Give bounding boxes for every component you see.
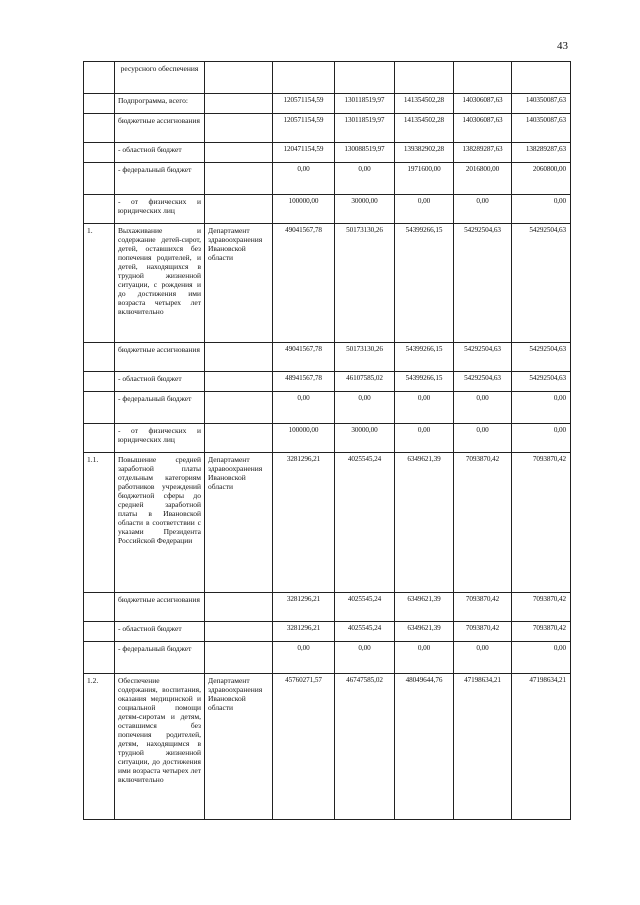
row-index-cell [84, 593, 115, 622]
row-name-cell: Выхаживание и содержание детей-сирот, детей, оставшихся без попечения родителей, и детей, находящихся в трудной жизненной ситуации, с рождения и до достижения ими возраста четырех лет включительно [115, 224, 205, 343]
amount-cell-year-4: 2016800,00 [454, 163, 512, 195]
row-executor-cell [205, 622, 273, 642]
table-row [84, 343, 571, 372]
amount-cell-year-1: 3281296,21 [273, 622, 335, 642]
row-index-cell [84, 195, 115, 224]
row-executor-cell [205, 195, 273, 224]
amount-cell-year-3: 54399266,15 [395, 372, 454, 392]
amount-cell-year-2: 50173130,26 [335, 343, 395, 372]
row-name-cell: ресурсного обеспечения [115, 62, 205, 94]
amount-cell-year-5: 47198634,21 [512, 674, 571, 820]
row-index-cell [84, 392, 115, 424]
amount-cell-year-3: 139382902,28 [395, 143, 454, 163]
row-name-cell: Подпрограмма, всего: [115, 94, 205, 114]
table-row [84, 143, 571, 163]
amount-cell-year-5: 7093870,42 [512, 453, 571, 593]
table-row [84, 163, 571, 195]
row-name-cell: - областной бюджет [115, 622, 205, 642]
table-row [84, 593, 571, 622]
row-name-cell: бюджетные ассигнования [115, 114, 205, 143]
amount-cell-year-4: 0,00 [454, 424, 512, 453]
amount-cell-year-2: 4025545,24 [335, 453, 395, 593]
row-index-cell: 1.1. [84, 453, 115, 593]
amount-cell-year-5 [512, 62, 571, 94]
amount-cell-year-1: 3281296,21 [273, 593, 335, 622]
amount-cell-year-2: 4025545,24 [335, 593, 395, 622]
row-index-cell: 1. [84, 224, 115, 343]
row-index-cell [84, 642, 115, 674]
amount-cell-year-3: 6349621,39 [395, 622, 454, 642]
row-executor-cell [205, 392, 273, 424]
table-row [84, 62, 571, 94]
amount-cell-year-1: 3281296,21 [273, 453, 335, 593]
row-index-cell [84, 114, 115, 143]
row-name-cell: - от физических и юридических лиц [115, 424, 205, 453]
row-name-cell: бюджетные ассигнования [115, 343, 205, 372]
row-executor-cell [205, 642, 273, 674]
amount-cell-year-3: 141354502,28 [395, 94, 454, 114]
amount-cell-year-4: 54292504,63 [454, 224, 512, 343]
amount-cell-year-3: 1971600,00 [395, 163, 454, 195]
row-name-cell: - федеральный бюджет [115, 163, 205, 195]
amount-cell-year-4: 0,00 [454, 392, 512, 424]
amount-cell-year-1: 120571154,59 [273, 94, 335, 114]
amount-cell-year-5: 54292504,63 [512, 372, 571, 392]
amount-cell-year-1: 0,00 [273, 392, 335, 424]
row-name-cell: - федеральный бюджет [115, 392, 205, 424]
amount-cell-year-2 [335, 62, 395, 94]
amount-cell-year-2: 4025545,24 [335, 622, 395, 642]
table-row [84, 642, 571, 674]
row-name-cell: бюджетные ассигнования [115, 593, 205, 622]
row-name-cell: - федеральный бюджет [115, 642, 205, 674]
amount-cell-year-3 [395, 62, 454, 94]
budget-table-body [84, 62, 571, 820]
amount-cell-year-3: 0,00 [395, 392, 454, 424]
amount-cell-year-1: 100000,00 [273, 424, 335, 453]
amount-cell-year-3: 6349621,39 [395, 453, 454, 593]
row-name-cell: - областной бюджет [115, 372, 205, 392]
amount-cell-year-3: 0,00 [395, 195, 454, 224]
amount-cell-year-1: 48941567,78 [273, 372, 335, 392]
row-index-cell: 1.2. [84, 674, 115, 820]
row-executor-cell [205, 163, 273, 195]
row-name-cell: Обеспечение содержания, воспитания, оказания медицинской и социальной помощи детям-сиротам и детям, оставшимся без попечения родителей, детям, находящимся в трудной жизненной ситуации, до достижения ими возраста четырех лет включительно [115, 674, 205, 820]
row-name-cell: - от физических и юридических лиц [115, 195, 205, 224]
amount-cell-year-4: 140306087,63 [454, 114, 512, 143]
amount-cell-year-1: 49041567,78 [273, 224, 335, 343]
table-row [84, 453, 571, 593]
amount-cell-year-2: 130118519,97 [335, 114, 395, 143]
row-index-cell [84, 622, 115, 642]
row-executor-cell: Департамент здравоохранения Ивановской области [205, 224, 273, 343]
row-index-cell [84, 343, 115, 372]
row-executor-cell [205, 94, 273, 114]
row-executor-cell [205, 62, 273, 94]
amount-cell-year-4: 7093870,42 [454, 622, 512, 642]
amount-cell-year-4: 0,00 [454, 642, 512, 674]
row-index-cell [84, 143, 115, 163]
amount-cell-year-2: 46747585,02 [335, 674, 395, 820]
table-row [84, 372, 571, 392]
table-row [84, 424, 571, 453]
table-row [84, 94, 571, 114]
amount-cell-year-3: 0,00 [395, 424, 454, 453]
amount-cell-year-5: 7093870,42 [512, 622, 571, 642]
row-executor-cell [205, 143, 273, 163]
table-row [84, 392, 571, 424]
amount-cell-year-4: 0,00 [454, 195, 512, 224]
row-index-cell [84, 163, 115, 195]
budget-table [83, 61, 571, 820]
table-row [84, 622, 571, 642]
amount-cell-year-2: 130118519,97 [335, 94, 395, 114]
row-index-cell [84, 424, 115, 453]
row-index-cell [84, 62, 115, 94]
amount-cell-year-1: 0,00 [273, 642, 335, 674]
amount-cell-year-1: 120471154,59 [273, 143, 335, 163]
amount-cell-year-2: 0,00 [335, 163, 395, 195]
amount-cell-year-5: 138289287,63 [512, 143, 571, 163]
row-index-cell [84, 94, 115, 114]
amount-cell-year-5: 2060800,00 [512, 163, 571, 195]
amount-cell-year-1: 120571154,59 [273, 114, 335, 143]
table-row [84, 224, 571, 343]
amount-cell-year-3: 48049644,76 [395, 674, 454, 820]
amount-cell-year-5: 0,00 [512, 642, 571, 674]
amount-cell-year-4: 138289287,63 [454, 143, 512, 163]
amount-cell-year-4: 140306087,63 [454, 94, 512, 114]
row-executor-cell [205, 593, 273, 622]
amount-cell-year-3: 141354502,28 [395, 114, 454, 143]
amount-cell-year-3: 6349621,39 [395, 593, 454, 622]
amount-cell-year-2: 130088519,97 [335, 143, 395, 163]
amount-cell-year-1: 100000,00 [273, 195, 335, 224]
amount-cell-year-4 [454, 62, 512, 94]
row-executor-cell [205, 424, 273, 453]
amount-cell-year-4: 7093870,42 [454, 453, 512, 593]
amount-cell-year-4: 7093870,42 [454, 593, 512, 622]
amount-cell-year-4: 54292504,63 [454, 372, 512, 392]
amount-cell-year-2: 0,00 [335, 392, 395, 424]
row-executor-cell [205, 114, 273, 143]
amount-cell-year-5: 140350087,63 [512, 114, 571, 143]
amount-cell-year-1: 0,00 [273, 163, 335, 195]
amount-cell-year-2: 46107585,02 [335, 372, 395, 392]
amount-cell-year-5: 54292504,63 [512, 343, 571, 372]
row-name-cell: - областной бюджет [115, 143, 205, 163]
amount-cell-year-2: 50173130,26 [335, 224, 395, 343]
table-row [84, 674, 571, 820]
amount-cell-year-5: 54292504,63 [512, 224, 571, 343]
amount-cell-year-1: 49041567,78 [273, 343, 335, 372]
amount-cell-year-2: 30000,00 [335, 424, 395, 453]
row-executor-cell [205, 372, 273, 392]
amount-cell-year-3: 0,00 [395, 642, 454, 674]
amount-cell-year-2: 30000,00 [335, 195, 395, 224]
amount-cell-year-5: 0,00 [512, 195, 571, 224]
amount-cell-year-5: 0,00 [512, 424, 571, 453]
page-number: 43 [557, 40, 568, 52]
amount-cell-year-5: 140350087,63 [512, 94, 571, 114]
amount-cell-year-1 [273, 62, 335, 94]
table-row [84, 114, 571, 143]
row-executor-cell: Департамент здравоохранения Ивановской области [205, 453, 273, 593]
amount-cell-year-4: 47198634,21 [454, 674, 512, 820]
amount-cell-year-5: 7093870,42 [512, 593, 571, 622]
row-index-cell [84, 372, 115, 392]
row-name-cell: Повышение средней заработной платы отдельным категориям работников учреждений бюджетной сферы до средней заработной платы в Ивановской области в соответствии с указами Президента Российской Федерации [115, 453, 205, 593]
row-executor-cell: Департамент здравоохранения Ивановской области [205, 674, 273, 820]
amount-cell-year-2: 0,00 [335, 642, 395, 674]
amount-cell-year-5: 0,00 [512, 392, 571, 424]
amount-cell-year-3: 54399266,15 [395, 224, 454, 343]
row-executor-cell [205, 343, 273, 372]
amount-cell-year-4: 54292504,63 [454, 343, 512, 372]
amount-cell-year-1: 45760271,57 [273, 674, 335, 820]
table-row [84, 195, 571, 224]
amount-cell-year-3: 54399266,15 [395, 343, 454, 372]
